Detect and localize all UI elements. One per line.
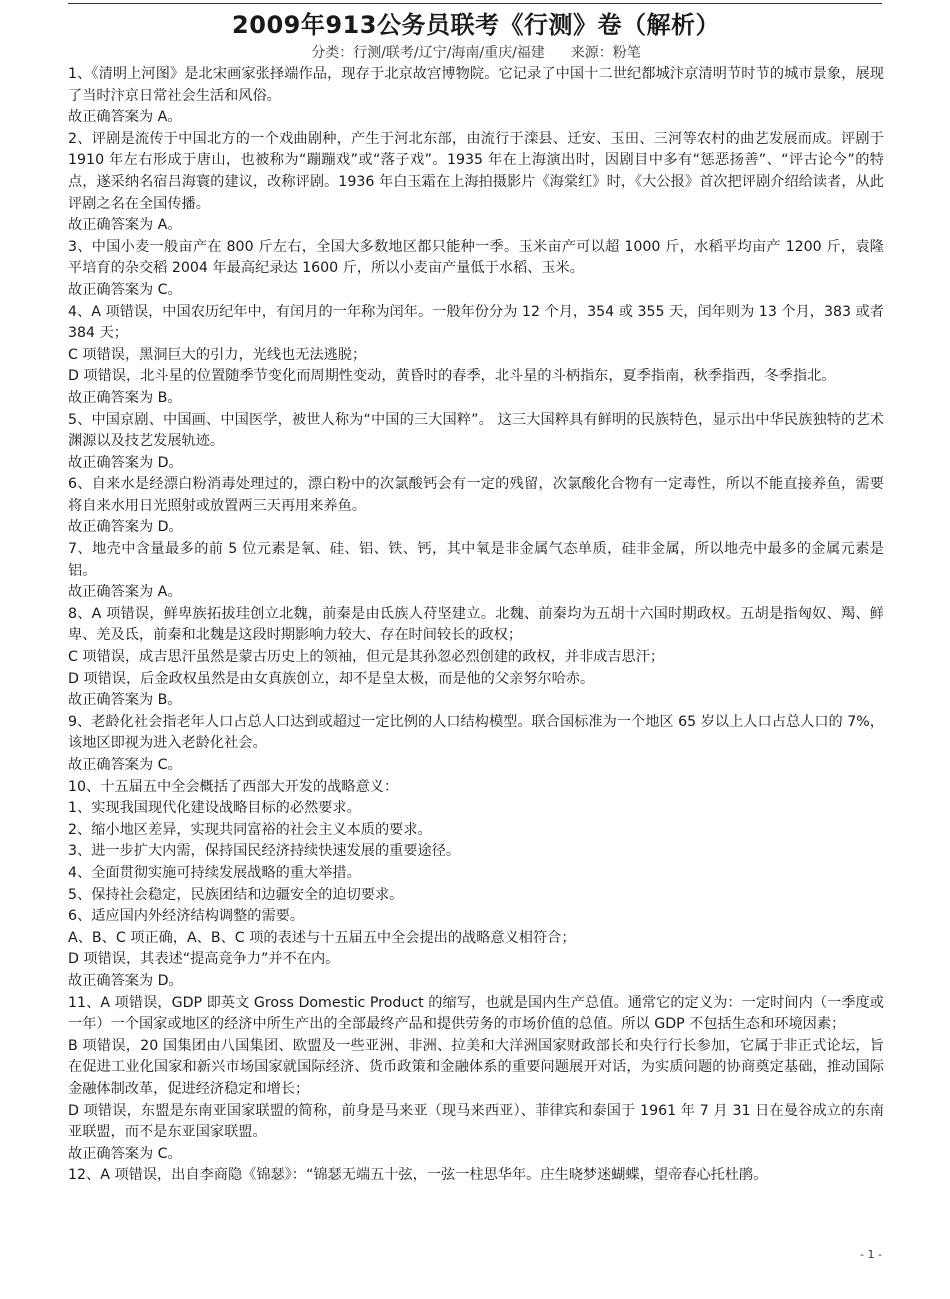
paragraph: 1、实现我国现代化建设战略目标的必然要求。 [68,800,361,817]
paragraph: 2、评剧是流传于中国北方的一个戏曲剧种，产生于河北东部，由流行于滦县、迁安、玉田、三河等农村的曲艺发展而成。评剧于 1910 年左右形成于唐山，也被称为“蹦蹦戏”或“落子戏”。1935 年在上海演出时，因剧目中多有“惩恶扬善”、“评古论今”的特点，遂采纳名宿吕海寰的建议，改称评剧。1936 年白玉霜在上海拍摄影片《海棠红》时，《大公报》首次把评剧介绍给读者，从此评剧之名在全国传播。 [68,130,884,212]
paragraph: C 项错误，黑洞巨大的引力，光线也无法逃脱； [68,346,367,363]
paragraph: 故正确答案为 C。 [68,281,182,298]
paragraph: D 项错误，北斗星的位置随季节变化而周期性变动，黄昏时的春季，北斗星的斗柄指东，夏季指南，秋季指西，冬季指北。 [68,368,836,385]
paragraph: D 项错误，其表述“提高竞争力”并不在内。 [68,951,340,968]
paragraph: 11、A 项错误，GDP 即英文 Gross Domestic Product 的缩写，也就是国内生产总值。通常它的定义为：一定时间内（一季度或一年）一个国家或地区的经济中所生产出的全部最终产品和提供劳务的市场价值的总值。所以 GDP 不包括生态和环境因素； [68,994,884,1033]
paragraph: 6、适应国内外经济结构调整的需要。 [68,908,305,925]
paragraph: 故正确答案为 B。 [68,389,182,406]
paragraph: 2、缩小地区差异，实现共同富裕的社会主义本质的要求。 [68,821,432,838]
paragraph: 故正确答案为 C。 [68,757,182,773]
paragraph: 4、A 项错误，中国农历纪年中，有闰月的一年称为闰年。一般年份分为 12 个月，354 或 355 天，闰年则为 13 个月，383 或者 384 天； [68,303,884,342]
document-meta [68,43,884,63]
document-page [68,8,884,1187]
paragraph: 5、保持社会稳定，民族团结和边疆安全的迫切要求。 [68,886,404,903]
paragraph: 4、全面贯彻实施可持续发展战略的重大举措。 [68,864,361,881]
paragraph: 故正确答案为 D。 [68,972,183,989]
paragraph: 故正确答案为 C。 [68,1145,182,1162]
paragraph: A、B、C 项正确，A、B、C 项的表述与十五届五中全会提出的战略意义相符合； [68,929,576,946]
paragraph: 故正确答案为 A。 [68,109,182,126]
header-rule [68,3,882,4]
document-title: 2009年913公务员联考《行测》卷（解析） [232,11,720,39]
paragraph: 故正确答案为 D。 [68,519,183,536]
paragraph: 10、十五届五中全会概括了西部大开发的战略意义： [68,778,399,795]
paragraph: D 项错误，后金政权虽然是由女真族创立，却不是皇太极，而是他的父亲努尔哈赤。 [68,670,595,687]
source-label: 来源：粉笔 [570,45,641,61]
category-label: 分类：行测/联考/辽宁/海南/重庆/福建 [311,45,545,61]
paragraph: 8、A 项错误，鲜卑族拓拔珪创立北魏，前秦是由氐族人苻坚建立。北魏、前秦均为五胡十六国时期政权。五胡是指匈奴、羯、鲜卑、羌及氐，前秦和北魏是这段时期影响力较大、存在时间较长的政权； [68,605,884,644]
paragraph: 故正确答案为 A。 [68,584,182,601]
page-number: - 1 - [860,1248,882,1261]
document-body [68,64,884,1187]
paragraph: 3、进一步扩大内需，保持国民经济持续快速发展的重要途径。 [68,843,461,860]
paragraph: 5、中国京剧、中国画、中国医学，被世人称为“中国的三大国粹”。 这三大国粹具有鲜明的民族特色，显示出中华民族独特的艺术渊源以及技艺发展轨迹。 [68,411,884,450]
paragraph: 故正确答案为 B。 [68,692,182,709]
paragraph: 12、A 项错误，出自李商隐《锦瑟》：“锦瑟无端五十弦，一弦一柱思华年。庄生晓梦迷蝴蝶，望帝春心托杜鹃。 [68,1167,768,1184]
paragraph: C 项错误，成吉思汗虽然是蒙古历史上的领袖，但元是其孙忽必烈创建的政权，并非成吉思汗； [68,649,665,666]
paragraph: 1、《清明上河图》是北宋画家张择端作品，现存于北京故宫博物院。它记录了中国十二世纪都城汴京清明节时节的城市景象，展现了当时汴京日常社会生活和风俗。 [68,66,884,104]
paragraph: 故正确答案为 A。 [68,217,182,234]
paragraph: B 项错误，20 国集团由八国集团、欧盟及一些亚洲、非洲、拉美和大洋洲国家财政部长和央行行长参加，它属于非正式论坛，旨在促进工业化国家和新兴市场国家就国际经济、货币政策和金融体系的重要问题展开对话，为实质问题的协商奠定基础，推动国际金融体制改革，促进经济稳定和增长； [68,1037,884,1097]
paragraph: 故正确答案为 D。 [68,454,183,471]
paragraph: 9、老龄化社会指老年人口占总人口达到或超过一定比例的人口结构模型。联合国标准为一个地区 65 岁以上人口占总人口的 7%，该地区即视为进入老龄化社会。 [68,713,884,752]
paragraph: 6、自来水是经漂白粉消毒处理过的，漂白粉中的次氯酸钙会有一定的残留，次氯酸化合物有一定毒性，所以不能直接养鱼，需要将自来水用日光照射或放置两三天再用来养鱼。 [68,476,884,514]
paragraph: 7、地壳中含量最多的前 5 位元素是氧、硅、铝、铁、钙，其中氧是非金属气态单质，硅非金属，所以地壳中最多的金属元素是铝。 [68,541,884,579]
paragraph: 3、中国小麦一般亩产在 800 斤左右，全国大多数地区都只能种一季。玉米亩产可以超 1000 斤，水稻平均亩产 1200 斤，袁隆平培育的杂交稻 2004 年最高纪录达 1600 斤，所以小麦亩产量低于水稻、玉米。 [68,238,884,277]
paragraph: D 项错误，东盟是东南亚国家联盟的简称，前身是马来亚（现马来西亚）、菲律宾和泰国于 1961 年 7 月 31 日在曼谷成立的东南亚联盟，而不是东亚国家联盟。 [68,1102,884,1141]
